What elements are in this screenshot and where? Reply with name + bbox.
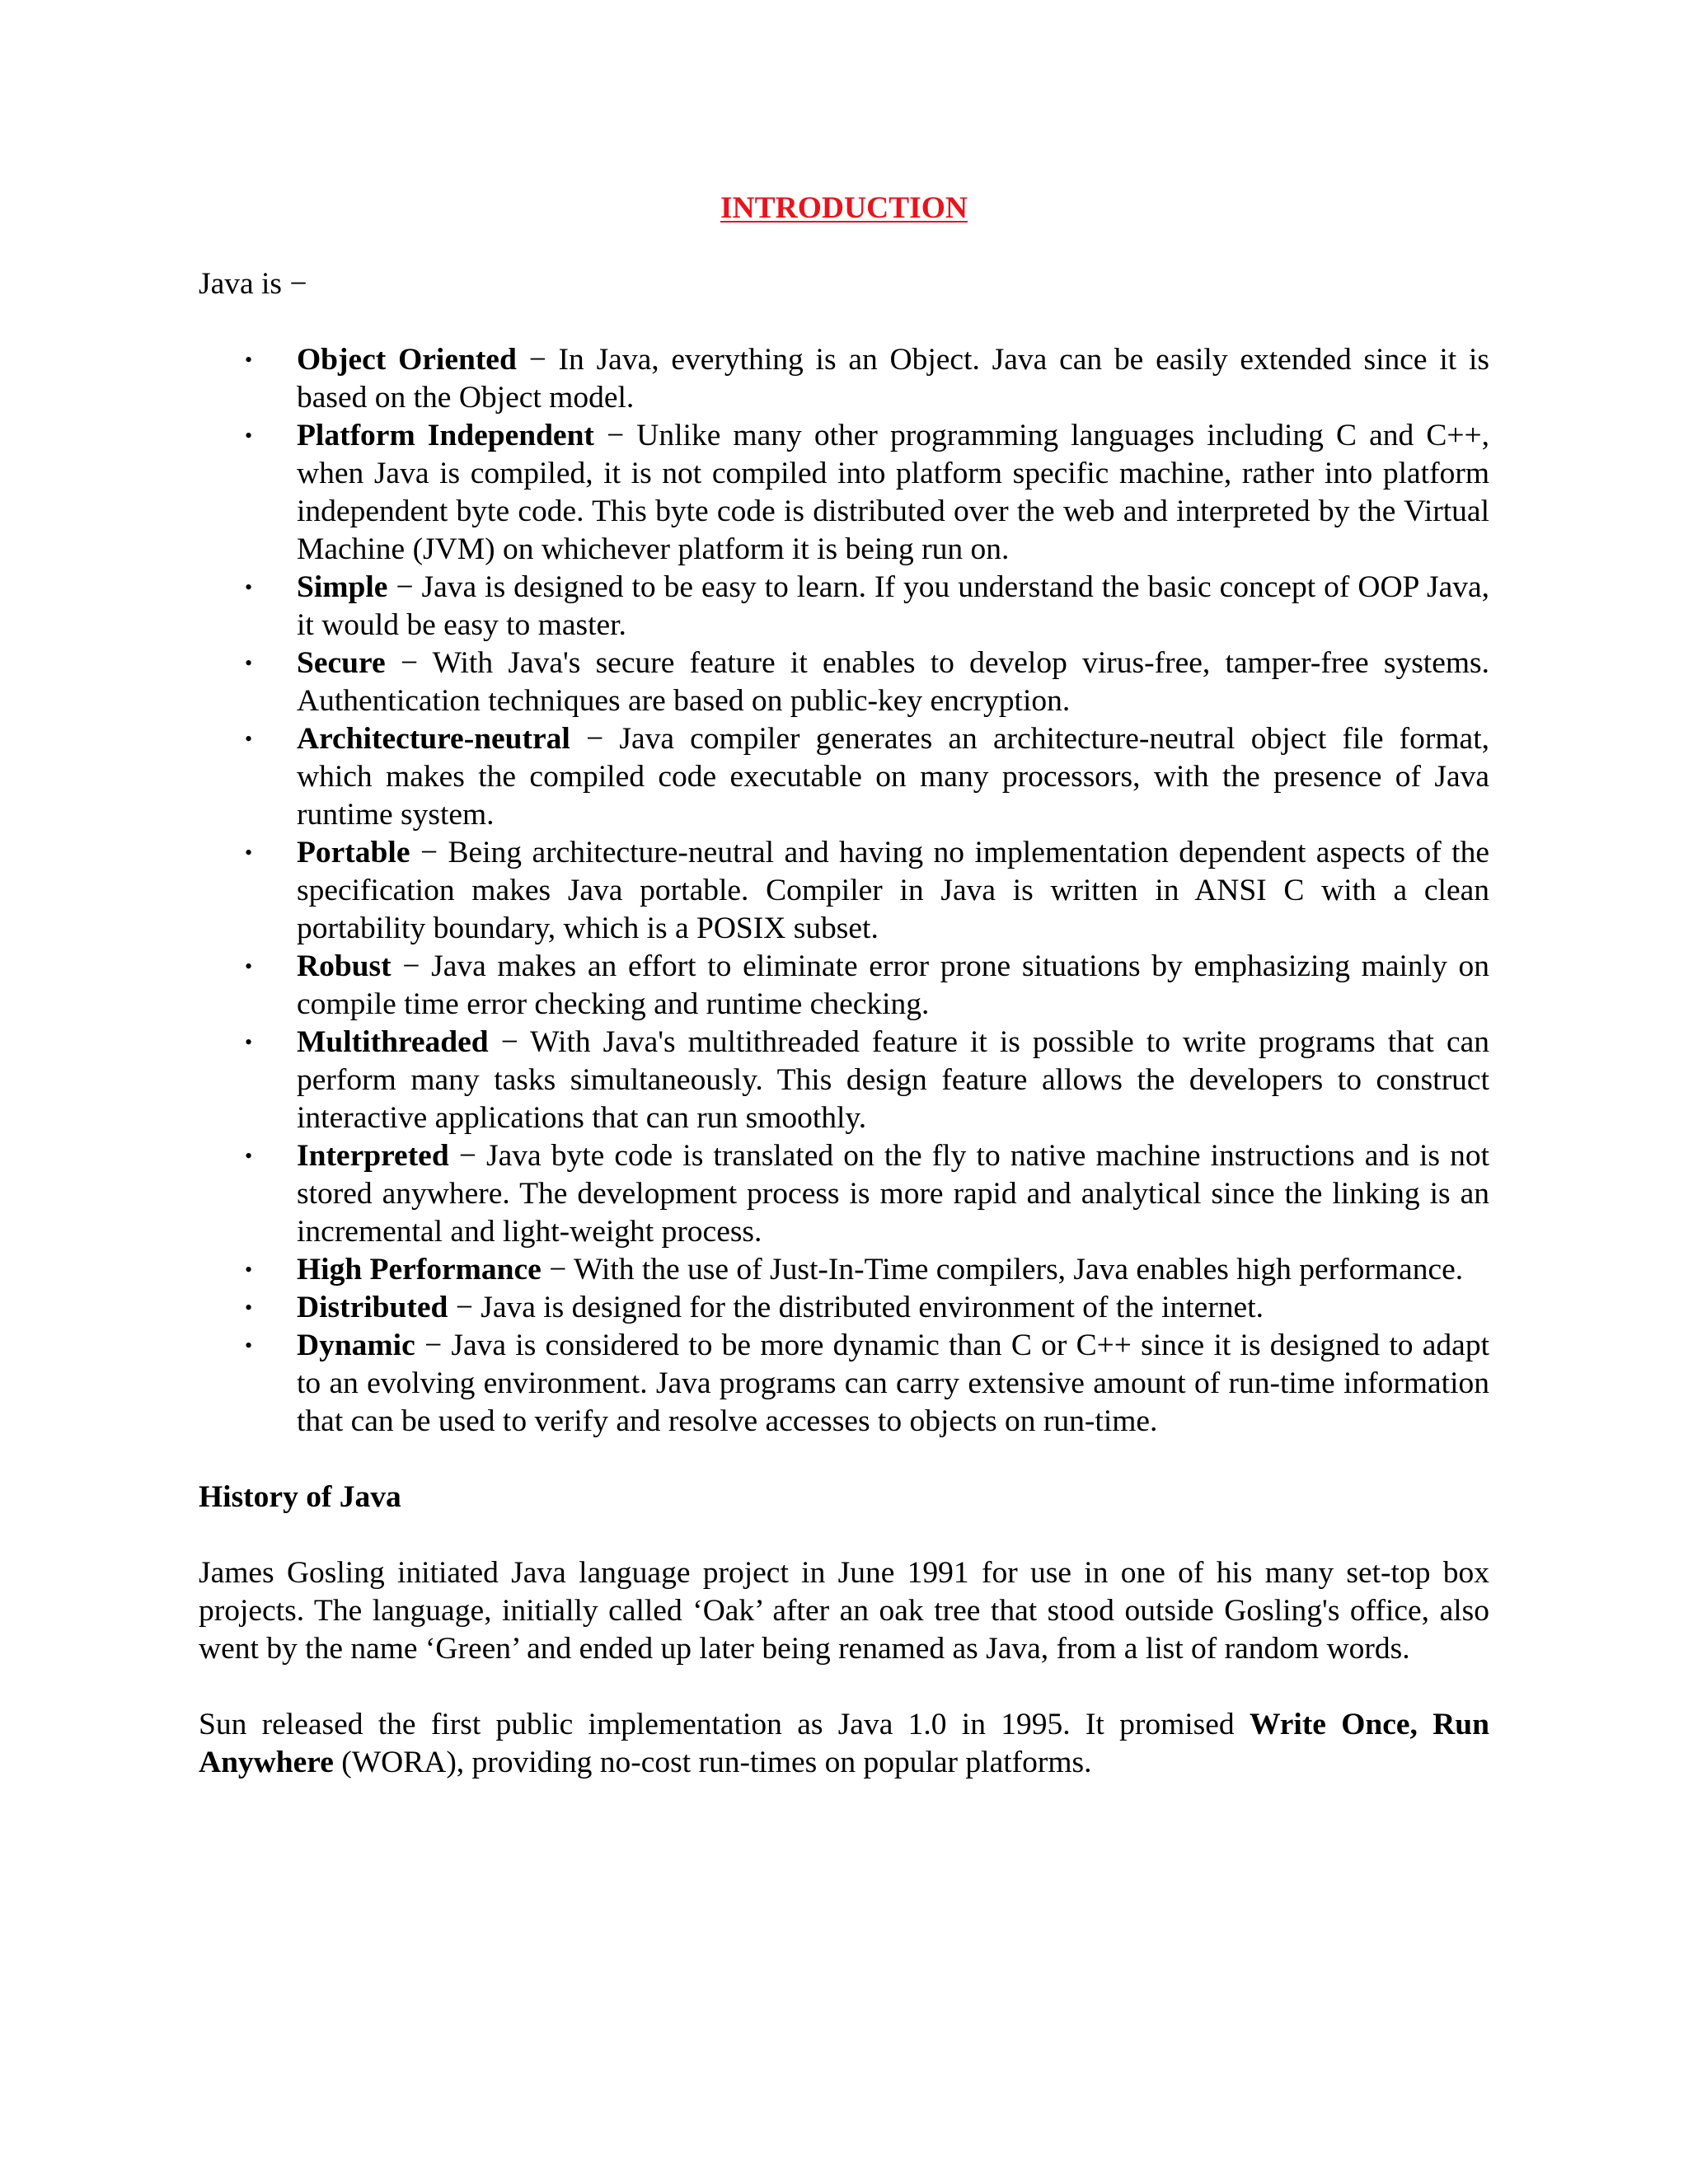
bullet-icon: •	[245, 1296, 253, 1319]
feature-term: High Performance	[297, 1253, 542, 1286]
document-page	[199, 190, 1489, 1820]
bullet-icon: •	[245, 1258, 253, 1282]
feature-term: Robust	[297, 949, 392, 983]
history-paragraph-2-text: Sun released the first public implementation as Java 1.0 in 1995. It promised	[199, 1708, 1250, 1741]
feature-term: Secure	[297, 646, 386, 680]
bullet-icon: •	[245, 651, 253, 675]
list-item	[199, 1137, 1489, 1251]
feature-list	[199, 341, 1489, 1441]
feature-term: Multithreaded	[297, 1025, 489, 1059]
history-paragraph-2-bold: Write Once, Run Anywhere	[199, 1708, 1490, 1779]
list-item	[199, 1327, 1489, 1441]
list-item	[199, 834, 1489, 948]
feature-description: − Java byte code is translated on the fly to native machine instructions and is not stored anywhere. The development process is more rapid and analytical since the linking is an incremental and light-weight process.	[297, 1139, 1489, 1249]
intro-text: Java is −	[199, 267, 307, 301]
feature-description: − Java makes an effort to eliminate error prone situations by emphasizing mainly on compile time error checking and runtime checking.	[297, 949, 1489, 1021]
feature-term: Simple	[297, 570, 388, 604]
feature-term: Platform Independent	[297, 419, 594, 452]
list-item	[199, 417, 1489, 569]
bullet-icon: •	[245, 1144, 253, 1168]
feature-description: − Java is considered to be more dynamic than C or C++ since it is designed to adapt to an evolving environment. Java programs can carry extensive amount of run-time information that can be used to verify and resolve accesses to objects on run-time.	[297, 1329, 1489, 1438]
list-item	[199, 948, 1489, 1024]
bullet-icon: •	[245, 575, 253, 599]
list-item	[199, 720, 1489, 834]
feature-description: − Java is designed for the distributed environment of the internet.	[448, 1291, 1264, 1324]
feature-term: Architecture-neutral	[297, 722, 570, 756]
feature-term: Portable	[297, 836, 410, 869]
history-heading: History of Java	[199, 1480, 401, 1514]
feature-description: − Java compiler generates an architecture-neutral object file format, which makes the compiled code executable on many processors, with the presence of Java runtime system.	[297, 722, 1489, 832]
list-item	[199, 341, 1489, 417]
bullet-icon: •	[245, 424, 253, 448]
bullet-icon: •	[245, 348, 253, 372]
bullet-icon: •	[245, 727, 253, 751]
feature-term: Interpreted	[297, 1139, 449, 1173]
history-paragraph-2-tail: (WORA), providing no-cost run-times on popular platforms.	[333, 1746, 1092, 1779]
list-item	[199, 1251, 1489, 1289]
bullet-icon: •	[245, 1030, 253, 1054]
list-item	[199, 1024, 1489, 1137]
bullet-icon: •	[245, 841, 253, 865]
history-paragraph-1: James Gosling initiated Java language project in June 1991 for use in one of his many set-top box projects. The language, initially called ‘Oak’ after an oak tree that stood outside Gosling's office, also went by the name ‘Green’ and ended up later being renamed as Java, from a list of random words.	[199, 1556, 1489, 1666]
list-item	[199, 569, 1489, 644]
feature-description: − With Java's secure feature it enables to develop virus-free, tamper-free systems. Authentication techniques are based on public-key encryption.	[297, 646, 1489, 718]
list-item	[199, 1289, 1489, 1327]
bullet-icon: •	[245, 954, 253, 978]
bullet-icon: •	[245, 1333, 253, 1357]
list-item	[199, 644, 1489, 720]
feature-description: − Being architecture-neutral and having no implementation dependent aspects of the specification makes Java portable. Compiler in Java is written in ANSI C with a clean portability boundary, which is a POSIX subset.	[297, 836, 1489, 945]
feature-description: − With the use of Just-In-Time compilers, Java enables high performance.	[541, 1253, 1464, 1286]
feature-term: Dynamic	[297, 1329, 415, 1362]
page-title: INTRODUCTION	[720, 191, 968, 225]
feature-description: − With Java's multithreaded feature it is possible to write programs that can perform many tasks simultaneously. This design feature allows the developers to construct interactive applications that can run smoothly.	[297, 1025, 1489, 1135]
feature-description: − Unlike many other programming languages including C and C++, when Java is compiled, it is not compiled into platform specific machine, rather into platform independent byte code. This byte code is distributed over the web and interpreted by the Virtual Machine (JVM) on whichever platform it is being run on.	[297, 419, 1489, 566]
history-paragraph-2	[199, 1706, 1489, 1782]
feature-term: Distributed	[297, 1291, 448, 1324]
feature-description: − In Java, everything is an Object. Java can be easily extended since it is based on the Object model.	[297, 343, 1489, 415]
feature-description: − Java is designed to be easy to learn. If you understand the basic concept of OOP Java, it would be easy to master.	[297, 570, 1489, 642]
feature-term: Object Oriented	[297, 343, 517, 377]
